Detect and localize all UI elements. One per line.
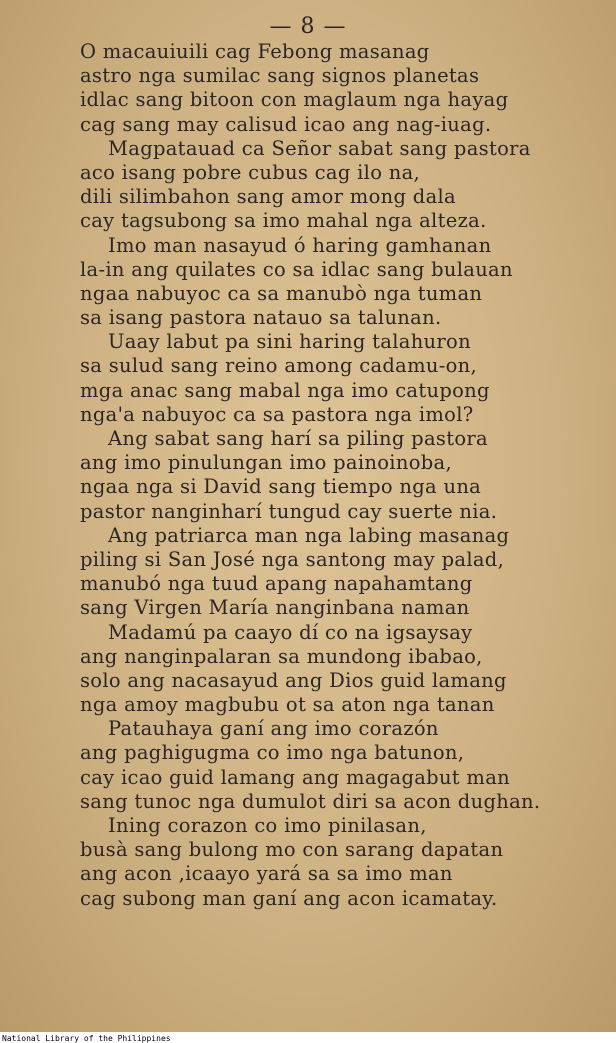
poem-line: cag subong man ganí ang acon icamatay.	[80, 886, 498, 910]
poem-line: sang Virgen María nanginbana naman	[80, 596, 470, 620]
poem-line: Uaay labut pa sini haring talahuron	[108, 330, 471, 354]
poem-line: dili silimbahon sang amor mong dala	[80, 185, 456, 209]
poem-line: ang nanginpalaran sa mundong ibabao,	[80, 644, 483, 668]
poem-line: sang tunoc nga dumulot diri sa acon dughan.	[80, 789, 541, 813]
poem-line: Ining corazon co imo pinilasan,	[108, 814, 427, 837]
poem-line: cay icao guid lamang ang magagabut man	[80, 765, 511, 789]
poem-line: ngaa nabuyoc ca sa manubò nga tuman	[80, 281, 483, 305]
poem-line: Imo man nasayud ó haring gamhanan	[108, 233, 492, 257]
poem-line: sa sulud sang reino among cadamu-on,	[80, 354, 478, 378]
poem-text	[80, 40, 590, 911]
poem-line: Ang sabat sang harí sa piling pastora	[108, 427, 488, 450]
poem-line: Ang patriarca man nga labing masanag	[108, 523, 510, 547]
poem-line: nga amoy magbubu ot sa aton nga tanan	[80, 693, 495, 717]
poem-line: pastor nanginharí tungud cay suerte nia.	[80, 499, 498, 523]
poem-line: manubó nga tuud apang napahamtang	[80, 572, 473, 596]
poem-line: aco isang pobre cubus cag ilo na,	[80, 160, 421, 184]
poem-line: Madamú pa caayo dí co na igsaysay	[108, 620, 473, 644]
poem-line: piling si San José nga santong may palad,	[80, 547, 505, 571]
poem-line: ang imo pinulungan imo painoinoba,	[80, 451, 452, 475]
poem-line: astro nga sumilac sang signos planetas	[80, 64, 480, 88]
poem-line: cay tagsubong sa imo mahal nga alteza.	[80, 209, 487, 233]
poem-line: cag sang may calisud icao ang nag-iuag.	[80, 112, 492, 136]
poem-line: idlac sang bitoon con maglaum nga hayag	[80, 88, 509, 112]
library-credit: National Library of the Philippines	[2, 1034, 171, 1043]
poem-line: O macauiuili cag Febong masanag	[80, 40, 430, 63]
poem-line: sa isang pastora natauo sa talunan.	[80, 306, 442, 330]
poem-line: nga'a nabuyoc ca sa pastora nga imol?	[80, 402, 474, 426]
poem-line: Patauhaya ganí ang imo corazón	[108, 717, 439, 741]
poem-line: mga anac sang mabal nga imo catupong	[80, 378, 490, 402]
poem-line: Magpatauad ca Señor sabat sang pastora	[108, 136, 531, 160]
poem-line: busà sang bulong mo con sarang dapatan	[80, 838, 504, 862]
poem-line: ngaa nga si David sang tiempo nga una	[80, 475, 482, 499]
page-number: — 8 —	[269, 14, 347, 39]
poem-line: ang paghigugma co imo nga batunon,	[80, 741, 465, 765]
poem-line: solo ang nacasayud ang Dios guid lamang	[80, 668, 507, 692]
poem-line: la-in ang quilates co sa idlac sang bulauan	[80, 257, 513, 281]
poem-line: ang acon ,icaayo yará sa sa imo man	[80, 862, 453, 886]
